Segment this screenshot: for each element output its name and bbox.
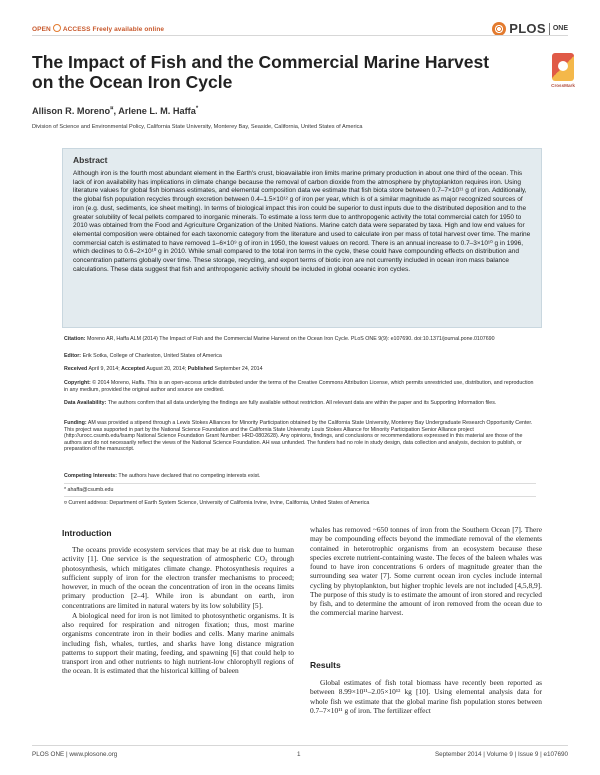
dates	[64, 366, 536, 373]
competing-text: The authors have declared that no competing interests exist.	[118, 473, 261, 479]
article-title: The Impact of Fish and the Commercial Marine Harvest on the Ocean Iron Cycle	[32, 52, 490, 92]
right-paragraph-1: whales has removed ~650 tonnes of iron from the Southern Ocean [7]. There may be compounding effects beyond the immediate removal of the elements contained in heterotrophic organisms from an ecosystem because these species excrete nutrient-containing waste. The feces of the baleen whales was found to have iron concentrations 6 orders of magnitude greater than the surrounding sea water [7]. Some current ocean iron cycles include internal cycling by phytoplankton, but higher trophic levels are not included [4,5,8,9]. The purpose of this study is to estimate the amount of iron stored and recycled by fish, and to determine the amount of iron removed from the ocean due to the commercial marine harvest.	[310, 525, 542, 618]
copyright	[64, 380, 536, 393]
citation-label: Citation:	[64, 336, 86, 342]
footer-rule	[32, 745, 568, 746]
data-availability	[64, 400, 536, 407]
results-heading: Results	[310, 660, 341, 670]
funding-label: Funding:	[64, 420, 87, 426]
author-2-mark: *	[195, 106, 199, 112]
corresponding-email[interactable]: * ahaffa@csumb.edu	[64, 487, 114, 493]
copyright-text: © 2014 Moreno, Haffa. This is an open-access article distributed under the terms of the Creative Commons Attribution License, which permits unrestricted use, distribution, and reproduction in any medium, provided the original author and source are credited.	[64, 380, 534, 393]
crossmark-label: CrossMark	[551, 83, 575, 88]
editor-label: Editor:	[64, 353, 82, 359]
abstract-heading: Abstract	[73, 155, 108, 165]
affiliation: Division of Science and Environmental Policy, California State University, Monterey Bay, Seaside, California, United States of America	[32, 124, 363, 130]
author-1-mark: ¤	[110, 106, 114, 112]
author-list	[32, 106, 198, 116]
author-separator: ,	[113, 106, 119, 117]
footer-left	[32, 751, 117, 758]
meta-divider	[64, 483, 536, 484]
crossmark-icon	[552, 53, 574, 81]
citation-text: Moreno AR, Haffa ALM (2014) The Impact of Fish and the Commercial Marine Harvest on the Ocean Iron Cycle. PLoS ONE 9(9): e107690. doi:10.1371/journal.pone.0107690	[86, 336, 495, 342]
published-date: September 24, 2014	[214, 366, 263, 372]
meta-divider-2	[64, 496, 536, 497]
open-access-lock-icon	[53, 24, 61, 32]
author-2[interactable]: Arlene L. M. Haffa	[118, 106, 196, 117]
brand-name: PLOS	[509, 21, 546, 36]
data-availability-text: The authors confirm that all data underlying the findings are fully available without restriction. All relevant data are within the paper and its Supporting Information files.	[107, 400, 497, 406]
open-access-badge	[32, 24, 164, 33]
funding	[64, 420, 536, 453]
abstract-text: Although iron is the fourth most abundant element in the Earth's crust, bioavailable iron limits marine primary production in about one third of the ocean. This lack of iron availability has implications in climate change because the removal of carbon dioxide from the atmosphere by phytoplankton requires iron. Using literature values for global fish biomass estimates, and elemental composition data we estimate that fish biota store between 0.7–7×10¹¹ g of iron. Additionally, the global fish population recycles through excretion between 0.4–1.5×10¹² g of iron per year, which is of a similar magnitude as major recognized sources of iron (e.g. dust, sediments, ice sheet melting). In terms of biological impact this iron could be superior to dust inputs due to the distributed deposition and to the greater solubility of fecal pellets compared to inorganic minerals. To estimate a loss term due to anthropogenic activity the total commercial catch for 1950 to 2010 was obtained from the Food and Agriculture Organization of the United Nations. Marine catch data were separated by taxa. High and low end values for elemental composition were obtained for each taxonomic category from the literature and used to calculate iron per mass of total harvest over time. The marine commercial catch is estimated to have removed 1–6×10⁹ g of iron in 1950, the lowest values on record. There is an annual increase to 0.7–3×10¹⁰ g in 1996, which declines to 0.6–2×10¹⁰ g in 2010. While small compared to the total iron terms in the cycle, these could have compounding effects on distribution and concentration patterns globally over time. These storage, recycling, and export terms of biotic iron are not currently included in ocean iron mass balance calculations. These data suggest that fish and anthropogenic activity should be included in global oceanic iron cycles.	[73, 170, 531, 273]
footer-journal: PLOS ONE	[32, 751, 65, 758]
results-column	[310, 678, 542, 715]
competing-interests	[64, 473, 536, 480]
accepted-date: August 20, 2014;	[146, 366, 187, 372]
editor-text: Erik Sotka, College of Charleston, United States of America	[82, 353, 222, 359]
author-1[interactable]: Allison R. Moreno	[32, 106, 111, 117]
published-label: Published	[187, 366, 214, 372]
results-paragraph-1: Global estimates of fish total biomass have recently been reported as between 8.99×10¹¹–2.05×10¹² kg [10]. Using elemental analysis data for whole fish we estimate that the global marine fish population stores between 0.7–7×10¹¹ g of iron. The fertilizer effect	[310, 678, 542, 715]
footer-page-number: 1	[297, 751, 301, 758]
footer-site-link[interactable]: www.plosone.org	[69, 751, 118, 758]
open-label: OPEN	[32, 26, 51, 33]
copyright-label: Copyright:	[64, 380, 91, 386]
received-label: Received	[64, 366, 88, 372]
brand-subname: ONE	[552, 25, 568, 32]
footer-separator: |	[64, 751, 70, 758]
footer-issue: September 2014 | Volume 9 | Issue 9 | e107690	[434, 751, 568, 758]
received-date: April 9, 2014;	[88, 366, 120, 372]
free-available-label: Freely available online	[92, 26, 165, 33]
competing-label: Competing Interests:	[64, 473, 117, 479]
plos-one-logo	[492, 21, 568, 36]
intro-paragraph-1: The oceans provide ecosystem services that may be at risk due to human activity [1]. One service is the sequestration of atmospheric CO₂ through photosynthesis, which mitigates climate change. Photosynthesis requires a sufficient supply of iron for the electron transfer mechanisms to proceed; however, in much of the ocean the concentration of iron in the oceans limits primary production [2–4]. While iron is abundant on earth, iron concentrations are limited in natural waters by its low solubility [5].	[62, 545, 294, 610]
right-column	[310, 525, 542, 618]
funding-text: AM was provided a stipend through a Lewis Stokes Alliances for Minority Participation obtained by the California State University, Monterey Bay Undergraduate Research Opportunity Center. This project was supported in part by the National Science Foundation and the California State University Louis Stokes Alliance for Minority Participation Senior Alliance project (http://urocc.csumb.edu/lsamp National Science Foundation Grant Number: HRD-0802628). Any opinions, findings, and conclusions or recommendations expressed in this material are those of the authors and do not necessarily reflect the views of the National Science Foundation. AH was unfunded. The funders had no role in study design, data collection and analysis, decision to publish, or preparation of the manuscript.	[64, 420, 533, 453]
data-availability-label: Data Availability:	[64, 400, 107, 406]
intro-column	[62, 545, 294, 676]
crossmark-badge[interactable]	[545, 53, 581, 88]
plos-logo-icon	[492, 22, 506, 36]
citation	[64, 336, 536, 343]
introduction-heading: Introduction	[62, 528, 112, 538]
intro-paragraph-2: A biological need for iron is not limited to photosynthetic organisms. It is also required for respiration and nitrogen fixation; thus, most marine organisms concentrate iron in their bodies and cells. Many marine animals including fish, whales, turtles, and sharks have long distance migration patterns to support their mating, feeding, and spawning [6] that could help to transport iron and other nutrients to high nutrient-low chlorophyll regions of the ocean. It is estimated that the historical killing of baleen	[62, 610, 294, 676]
logo-divider	[549, 23, 550, 35]
accepted-label: Accepted	[121, 366, 145, 372]
current-address: ¤ Current address: Department of Earth System Science, University of California Irvine, Irvine, California, United States of America	[64, 500, 370, 506]
editor	[64, 353, 536, 360]
header-rule	[32, 35, 568, 36]
access-label: ACCESS	[62, 26, 91, 33]
abstract-box	[62, 148, 542, 328]
